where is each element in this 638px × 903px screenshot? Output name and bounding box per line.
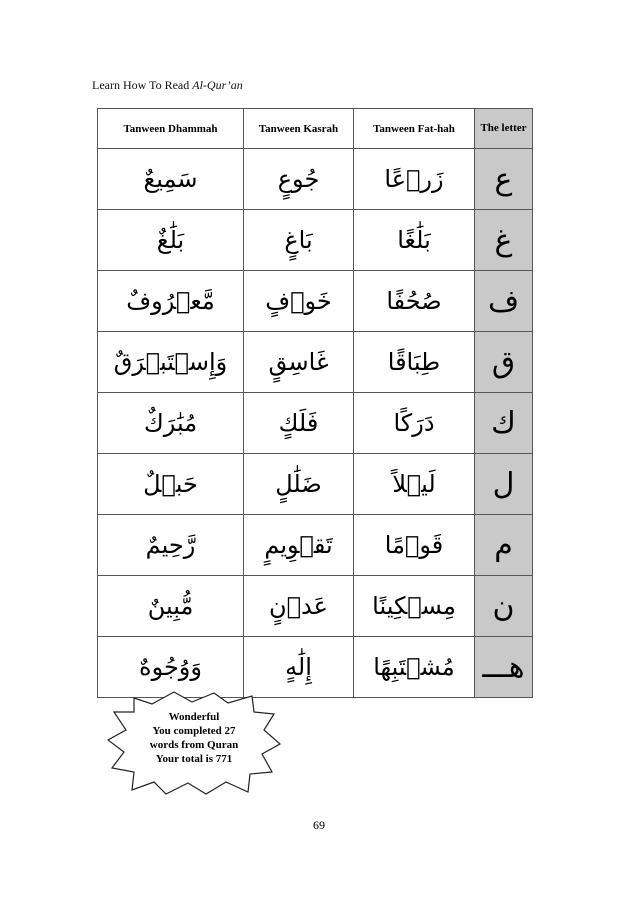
letter-cell: ع	[475, 149, 533, 210]
word-dammah: حَبۡلٌ	[98, 454, 244, 515]
table-row	[98, 332, 533, 393]
table-row	[98, 393, 533, 454]
word-fathah: مُشۡتَبِهًا	[354, 637, 475, 698]
word-fathah: قَوۡمًا	[354, 515, 475, 576]
table-header-row	[98, 109, 533, 149]
word-dammah: سَمِيعٌ	[98, 149, 244, 210]
word-dammah: مَّعۡرُوفٌ	[98, 271, 244, 332]
letter-cell: ك	[475, 393, 533, 454]
letter-cell: غ	[475, 210, 533, 271]
word-dammah: مُبَٰرَكٌ	[98, 393, 244, 454]
table-row	[98, 454, 533, 515]
completion-badge	[104, 690, 284, 797]
word-kasrah: خَوۡفٍ	[244, 271, 354, 332]
word-kasrah: إِلَٰهٍ	[244, 637, 354, 698]
letter-cell: ل	[475, 454, 533, 515]
header-title: Learn How To Read	[92, 78, 190, 92]
word-dammah: رَّحِيمٌ	[98, 515, 244, 576]
badge-line-4: Your total is 771	[155, 753, 233, 765]
word-kasrah: بَاغٍ	[244, 210, 354, 271]
badge-line-1: Wonderful	[168, 711, 220, 723]
table-row	[98, 515, 533, 576]
word-fathah: بَلَٰغًا	[354, 210, 475, 271]
column-header-fathah: Tanween Fat-hah	[354, 109, 475, 149]
table-row	[98, 271, 533, 332]
table-row	[98, 576, 533, 637]
badge-line-3: words from Quran	[149, 739, 239, 751]
word-dammah: وَوُجُوهٌ	[98, 637, 244, 698]
word-fathah: دَرَكًا	[354, 393, 475, 454]
table-row	[98, 637, 533, 698]
word-dammah: مُّبِينٌ	[98, 576, 244, 637]
word-kasrah: فَلَكٍ	[244, 393, 354, 454]
word-kasrah: غَاسِقٍ	[244, 332, 354, 393]
column-header-kasrah: Tanween Kasrah	[244, 109, 354, 149]
badge-line-2: You completed 27	[152, 725, 236, 737]
column-header-dammah: Tanween Dhammah	[98, 109, 244, 149]
page-header	[92, 78, 243, 93]
table-row	[98, 149, 533, 210]
word-kasrah: عَدۡنٍ	[244, 576, 354, 637]
letter-cell: ن	[475, 576, 533, 637]
letter-cell: م	[475, 515, 533, 576]
word-kasrah: جُوعٍ	[244, 149, 354, 210]
letter-cell: ق	[475, 332, 533, 393]
header-subtitle: Al-Qur’an	[192, 78, 243, 92]
tanween-table	[97, 108, 533, 698]
word-kasrah: ضَلَٰلٍ	[244, 454, 354, 515]
word-dammah: بَلَٰغٌ	[98, 210, 244, 271]
word-kasrah: تَقۡوِيمٍ	[244, 515, 354, 576]
word-fathah: مِسۡكِينًا	[354, 576, 475, 637]
column-header-letter: The letter	[475, 109, 533, 149]
word-dammah: وَإِسۡتَبۡرَقٌ	[98, 332, 244, 393]
word-fathah: لَيۡلاً	[354, 454, 475, 515]
letter-cell: ف	[475, 271, 533, 332]
word-fathah: زَرۡعًا	[354, 149, 475, 210]
letter-cell: هـــ	[475, 637, 533, 698]
word-fathah: صُحُفًا	[354, 271, 475, 332]
word-fathah: طِبَاقًا	[354, 332, 475, 393]
page-number: 69	[313, 818, 325, 832]
badge-text	[104, 710, 284, 766]
table-row	[98, 210, 533, 271]
